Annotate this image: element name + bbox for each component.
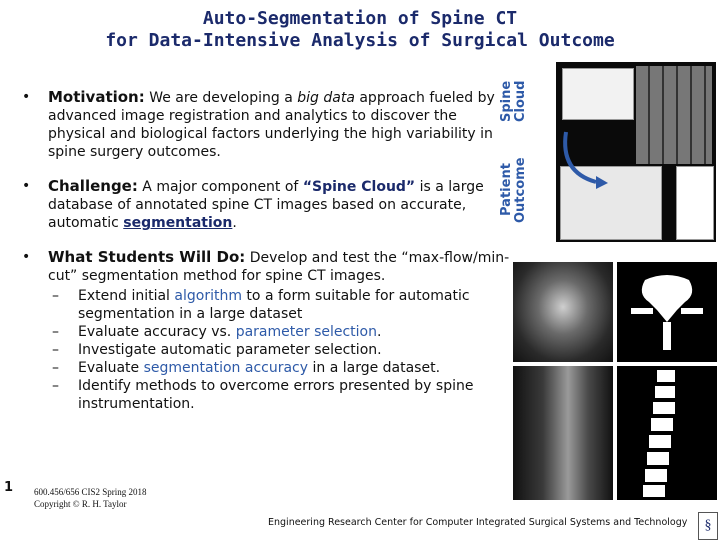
- segmentation-link[interactable]: segmentation: [123, 215, 233, 231]
- vertebra-mask-icon: [617, 262, 717, 362]
- sagittal-segmentation: [617, 366, 717, 500]
- title-line-1: Auto-Segmentation of Spine CT: [202, 8, 518, 29]
- sagittal-ct-image: [513, 366, 613, 500]
- motivation-lead: Motivation:: [48, 88, 145, 106]
- slide-number: 1: [4, 480, 14, 495]
- motivation-text-2: approach fueled by advanced image registration and analytics to discover the physical and biological factors underlying the high variability in spine surgery outcomes.: [48, 90, 495, 160]
- bullet-dot: •: [22, 249, 31, 265]
- footer-course: [34, 486, 147, 510]
- challenge-text-2: is a large database of annotated spine CT images based on accurate, automatic: [48, 179, 484, 231]
- spine-cloud-panel: [556, 62, 716, 242]
- copyright-text: Copyright © R. H. Taylor: [34, 499, 127, 509]
- axial-segmentation: [617, 262, 717, 362]
- challenge-text-1: A major component of: [137, 179, 303, 195]
- sub-item: – Evaluate segmentation accuracy in a large dataset.: [52, 360, 441, 376]
- students-text: Develop and test the “max-flow/min-cut” segmentation method for spine CT images.: [48, 250, 510, 284]
- big-data-emphasis: big data: [297, 90, 355, 106]
- sub-item: – Identify methods to overcome errors presented by spine instrumentation.: [52, 378, 474, 412]
- patient-outcome-label: Patient Outcome: [499, 157, 528, 223]
- flow-arrow-icon: [556, 62, 716, 242]
- sub-item: – Investigate automatic parameter selection.: [52, 342, 382, 358]
- sub-list: [48, 287, 510, 413]
- students-lead: What Students Will Do:: [48, 248, 246, 266]
- bullet-dot: •: [22, 178, 31, 194]
- slide-title: [60, 8, 660, 52]
- bullet-motivation: [22, 88, 510, 161]
- challenge-text-3: .: [232, 215, 237, 231]
- title-line-2: for Data-Intensive Analysis of Surgical Outcome: [105, 30, 615, 51]
- footer-erc: Engineering Research Center for Computer Integrated Surgical Systems and Technology: [268, 517, 688, 528]
- bullet-dot: •: [22, 89, 31, 105]
- motivation-text-1: We are developing a: [144, 90, 298, 106]
- challenge-lead: Challenge:: [48, 177, 138, 195]
- spine-mask-icon: [617, 366, 717, 500]
- sub-item: – Evaluate accuracy vs. parameter selection.: [52, 324, 382, 340]
- spine-cloud-label: Spine Cloud: [499, 80, 528, 122]
- axial-ct-image: [513, 262, 613, 362]
- bullet-list: [22, 88, 510, 429]
- bullet-challenge: [22, 177, 510, 232]
- bullet-students: [22, 248, 510, 413]
- cisst-logo-icon: §: [698, 512, 718, 540]
- sub-item: – Extend initial algorithm to a form suitable for automatic segmentation in a large dataset: [52, 288, 470, 322]
- course-text: 600.456/656 CIS2 Spring 2018: [34, 487, 147, 497]
- spine-cloud-quote: “Spine Cloud”: [302, 179, 416, 195]
